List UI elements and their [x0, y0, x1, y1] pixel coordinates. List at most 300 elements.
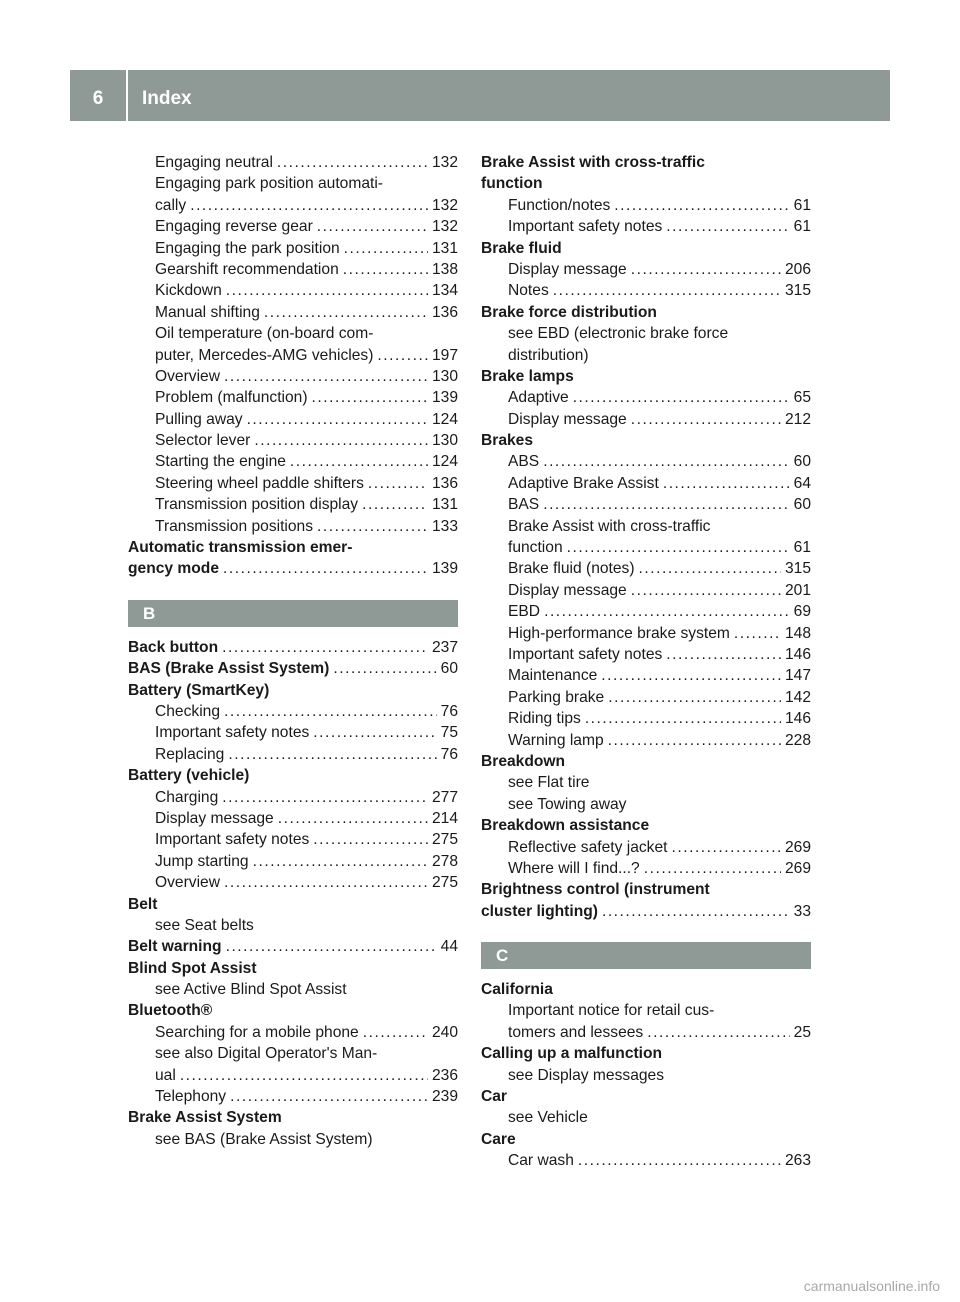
page-number: 6 [92, 88, 104, 109]
index-entry [128, 722, 458, 743]
index-entry [128, 851, 458, 872]
index-entry-page[interactable]: 138 [431, 260, 458, 278]
index-entry [128, 387, 458, 408]
index-entry-page[interactable]: 263 [784, 1152, 811, 1170]
index-entry-page[interactable]: 206 [784, 260, 811, 278]
index-entry-page[interactable]: 214 [431, 809, 458, 827]
index-entry-text: Important safety notes [508, 645, 663, 663]
index-entry [128, 323, 458, 344]
index-entry-text: Display message [508, 260, 627, 278]
index-entry-text: distribution) [508, 346, 589, 364]
index-entry-text: see Towing away [508, 795, 627, 813]
index-entry-page[interactable]: 131 [431, 239, 458, 257]
index-entry [481, 601, 811, 622]
dot-leader [312, 387, 428, 408]
index-entry [128, 680, 458, 701]
index-entry-text: Calling up a malfunction [481, 1045, 663, 1063]
index-entry-text: Belt warning [128, 938, 222, 956]
index-entry-text: cally [155, 196, 187, 214]
index-entry-text: Battery (SmartKey) [128, 681, 270, 699]
index-entry-text: Display message [508, 410, 627, 428]
dot-leader [180, 1065, 428, 1086]
index-entry-page[interactable]: 240 [431, 1023, 458, 1041]
index-entry-text: Checking [155, 702, 221, 720]
index-entry [128, 537, 458, 558]
dot-leader [264, 302, 428, 323]
index-entry [481, 1150, 811, 1171]
index-entry [481, 1043, 811, 1064]
index-entry-text: Important safety notes [508, 218, 663, 236]
index-entry-text: Parking brake [508, 688, 605, 706]
index-entry-text: cluster lighting) [481, 902, 598, 920]
index-entry [128, 808, 458, 829]
header-divider [126, 70, 128, 121]
index-entry-text: Gearshift recommendation [155, 260, 339, 278]
index-list [128, 152, 458, 580]
index-entry-page[interactable]: 148 [784, 624, 811, 642]
index-entry-text: Overview [155, 367, 220, 385]
index-entry-text: Overview [155, 874, 220, 892]
dot-leader [368, 473, 428, 494]
index-entry-text: EBD [508, 603, 541, 621]
index-entry [128, 1043, 458, 1064]
index-entry-page[interactable]: 134 [431, 282, 458, 300]
index-entry-text: Notes [508, 282, 549, 300]
index-entry-page[interactable]: 315 [784, 560, 811, 578]
index-entry-page[interactable]: 239 [431, 1088, 458, 1106]
dot-leader [277, 152, 428, 173]
index-entry-page[interactable]: 60 [793, 453, 811, 471]
index-entry [481, 345, 811, 366]
index-entry-text: Problem (malfunction) [155, 389, 308, 407]
section-header-b: B [128, 600, 458, 627]
dot-leader [614, 195, 789, 216]
index-entry-text: Maintenance [508, 667, 598, 685]
index-entry [128, 430, 458, 451]
index-entry [481, 1000, 811, 1021]
section-header-c: C [481, 942, 811, 969]
index-entry [481, 1107, 811, 1128]
index-entry [128, 195, 458, 216]
index-entry-page[interactable]: 61 [793, 539, 811, 557]
dot-leader [377, 345, 428, 366]
index-entry-page[interactable]: 236 [431, 1066, 458, 1084]
dot-leader [228, 744, 436, 765]
index-entry [128, 1000, 458, 1021]
index-column-left [128, 152, 458, 1150]
index-entry [128, 345, 458, 366]
index-entry [481, 687, 811, 708]
index-entry-page[interactable]: 44 [440, 938, 458, 956]
index-entry-page[interactable]: 139 [431, 389, 458, 407]
index-entry [481, 387, 811, 408]
index-entry-text: see Display messages [508, 1066, 665, 1084]
index-entry-page[interactable]: 132 [431, 154, 458, 171]
index-entry [128, 1129, 458, 1150]
index-entry [128, 152, 458, 173]
index-entry-text: function [481, 175, 543, 193]
dot-leader [278, 808, 428, 829]
dot-leader [190, 195, 428, 216]
dot-leader [602, 901, 790, 922]
index-entry [128, 302, 458, 323]
index-entry-text: Automatic transmission emer- [128, 539, 353, 557]
index-entry-page[interactable]: 61 [793, 196, 811, 214]
index-entry [481, 623, 811, 644]
index-entry-page[interactable]: 201 [784, 581, 811, 599]
index-entry [481, 152, 811, 173]
index-entry-text: Engaging reverse gear [155, 218, 313, 236]
index-entry [128, 701, 458, 722]
index-entry [481, 323, 811, 344]
index-entry-text: Car wash [508, 1152, 574, 1170]
index-entry [128, 216, 458, 237]
index-entry-page[interactable]: 132 [431, 196, 458, 214]
index-entry [128, 366, 458, 387]
index-entry-page[interactable]: 61 [793, 218, 811, 236]
index-entry [128, 558, 458, 579]
dot-leader [313, 722, 436, 743]
index-entry-page[interactable]: 146 [784, 645, 811, 663]
index-entry-text: Transmission position display [155, 496, 359, 514]
index-entry-page[interactable]: 69 [793, 603, 811, 621]
index-entry-page[interactable]: 136 [431, 303, 458, 321]
dot-leader [631, 409, 781, 430]
index-entry-text: Kickdown [155, 282, 222, 300]
index-entry [481, 580, 811, 601]
dot-leader [585, 708, 781, 729]
index-entry [128, 915, 458, 936]
index-entry [128, 872, 458, 893]
index-entry-page[interactable]: 124 [431, 410, 458, 428]
index-entry [481, 794, 811, 815]
index-entry [128, 744, 458, 765]
index-entry-page[interactable]: 75 [440, 724, 458, 742]
dot-leader [553, 280, 781, 301]
dot-leader [608, 730, 781, 751]
index-entry [481, 1022, 811, 1043]
index-entry-text: Display message [155, 809, 274, 827]
index-entry-text: Starting the engine [155, 453, 286, 471]
index-entry-page[interactable]: 275 [431, 831, 458, 849]
index-entry-page[interactable]: 269 [784, 859, 811, 877]
index-list [481, 979, 811, 1172]
index-entry [481, 708, 811, 729]
index-entry-text: Engaging park position automati- [155, 175, 383, 193]
index-entry-text: Brake lamps [481, 367, 574, 385]
index-entry-text: Reflective safety jacket [508, 838, 668, 856]
dot-leader [578, 1150, 781, 1171]
index-entry-text: Care [481, 1130, 516, 1148]
index-entry [481, 772, 811, 793]
index-entry-page[interactable]: 64 [793, 474, 811, 492]
dot-leader [343, 259, 428, 280]
dot-leader [313, 829, 428, 850]
index-entry [128, 409, 458, 430]
index-entry-text: Replacing [155, 745, 225, 763]
index-entry-text: puter, Mercedes-AMG vehicles) [155, 346, 374, 364]
index-entry-text: Breakdown [481, 752, 566, 770]
dot-leader [223, 558, 428, 579]
index-entry-text: Selector lever [155, 432, 251, 450]
dot-leader [247, 409, 428, 430]
index-entry-text: Brake Assist with cross-traffic [481, 154, 705, 171]
index-entry-text: High-performance brake system [508, 624, 730, 642]
index-entry-page[interactable]: 33 [793, 902, 811, 920]
index-entry-text: Important safety notes [155, 724, 310, 742]
index-entry-page[interactable]: 60 [793, 496, 811, 514]
index-entry-text: Back button [128, 638, 219, 656]
index-entry-text: Brake Assist System [128, 1109, 282, 1127]
dot-leader [344, 238, 428, 259]
index-entry [481, 879, 811, 900]
index-entry-page[interactable]: 139 [431, 560, 458, 578]
dot-leader [734, 623, 781, 644]
index-entry-page[interactable]: 130 [431, 432, 458, 450]
index-entry-page[interactable]: 275 [431, 874, 458, 892]
index-entry-page[interactable]: 131 [431, 496, 458, 514]
index-entry-text: Important notice for retail cus- [508, 1002, 715, 1020]
watermark: carmanualsonline.info [803, 1278, 940, 1294]
index-entry [481, 451, 811, 472]
index-entry [481, 558, 811, 579]
index-entry [481, 409, 811, 430]
index-entry [128, 473, 458, 494]
index-entry-text: see Vehicle [508, 1109, 588, 1127]
index-entry-text: gency mode [128, 560, 219, 578]
index-entry-text: see Active Blind Spot Assist [155, 981, 347, 999]
index-entry-page[interactable]: 76 [440, 702, 458, 720]
index-entry-page[interactable]: 130 [431, 367, 458, 385]
dot-leader [253, 851, 428, 872]
index-entry [481, 195, 811, 216]
index-entry-page[interactable]: 315 [784, 282, 811, 300]
index-entry-text: see BAS (Brake Assist System) [155, 1130, 373, 1148]
index-entry-page[interactable]: 136 [431, 474, 458, 492]
index-entry-text: Charging [155, 788, 219, 806]
index-entry [128, 829, 458, 850]
index-entry [128, 1022, 458, 1043]
dot-leader [290, 451, 428, 472]
index-entry-text: Breakdown assistance [481, 817, 650, 835]
index-entry [481, 537, 811, 558]
index-entry-page[interactable]: 124 [431, 453, 458, 471]
dot-leader [224, 872, 428, 893]
index-entry-text: function [508, 539, 563, 557]
index-entry [481, 259, 811, 280]
index-entry [128, 494, 458, 515]
index-entry-page[interactable]: 277 [431, 788, 458, 806]
index-entry [481, 473, 811, 494]
index-entry-text: California [481, 981, 553, 999]
dot-leader [608, 687, 781, 708]
index-entry [128, 894, 458, 915]
dot-leader [647, 1022, 789, 1043]
index-entry-text: Brakes [481, 432, 534, 450]
index-entry [128, 958, 458, 979]
index-entry-text: Blind Spot Assist [128, 959, 257, 977]
index-entry-text: Function/notes [508, 196, 611, 214]
index-entry [481, 430, 811, 451]
index-entry [481, 1065, 811, 1086]
dot-leader [333, 658, 436, 679]
index-entry [128, 259, 458, 280]
dot-leader [631, 580, 781, 601]
dot-leader [567, 537, 790, 558]
dot-leader [631, 259, 781, 280]
index-entry [481, 280, 811, 301]
index-entry-page[interactable]: 60 [440, 660, 458, 678]
index-entry [481, 644, 811, 665]
index-entry [128, 1086, 458, 1107]
index-entry-page[interactable]: 269 [784, 838, 811, 856]
index-entry [481, 815, 811, 836]
index-entry [481, 173, 811, 194]
index-entry [481, 1129, 811, 1150]
dot-leader [666, 644, 781, 665]
index-entry-page[interactable]: 142 [784, 688, 811, 706]
dot-leader [222, 787, 428, 808]
dot-leader [663, 473, 790, 494]
dot-leader [644, 858, 781, 879]
index-entry-text: Engaging the park position [155, 239, 340, 257]
index-entry [128, 979, 458, 1000]
dot-leader [224, 366, 428, 387]
index-entry [128, 1107, 458, 1128]
index-entry-page[interactable]: 228 [784, 731, 811, 749]
index-entry-text: Warning lamp [508, 731, 604, 749]
index-entry [481, 516, 811, 537]
index-entry-text: Adaptive Brake Assist [508, 474, 659, 492]
index-entry-text: BAS [508, 496, 540, 514]
index-entry [481, 665, 811, 686]
dot-leader [543, 494, 789, 515]
index-entry-text: Manual shifting [155, 303, 260, 321]
index-entry-text: ABS [508, 453, 540, 471]
index-entry [481, 302, 811, 323]
index-list [481, 152, 811, 922]
dot-leader [639, 558, 781, 579]
index-entry [481, 366, 811, 387]
index-entry [481, 730, 811, 751]
index-entry [481, 901, 811, 922]
index-entry [481, 858, 811, 879]
index-entry [128, 936, 458, 957]
dot-leader [224, 701, 437, 722]
page-header [70, 70, 890, 121]
dot-leader [226, 280, 428, 301]
index-entry [481, 751, 811, 772]
index-entry [128, 658, 458, 679]
index-entry-text: Transmission positions [155, 517, 314, 535]
index-entry-text: Oil temperature (on-board com- [155, 325, 374, 343]
index-entry-text: Brake fluid (notes) [508, 560, 635, 578]
index-entry-text: Pulling away [155, 410, 243, 428]
index-entry [128, 516, 458, 537]
index-entry [481, 979, 811, 1000]
index-entry-text: Brake fluid [481, 239, 562, 257]
index-entry [128, 451, 458, 472]
index-entry [128, 280, 458, 301]
index-entry-text: see EBD (electronic brake force [508, 325, 729, 343]
index-entry-text: Searching for a mobile phone [155, 1023, 359, 1041]
index-entry [128, 238, 458, 259]
dot-leader [362, 494, 428, 515]
index-entry [481, 238, 811, 259]
index-entry-text: BAS (Brake Assist System) [128, 660, 330, 678]
index-entry [128, 173, 458, 194]
index-entry [481, 216, 811, 237]
index-entry-text: Adaptive [508, 389, 569, 407]
index-entry-text: Jump starting [155, 852, 249, 870]
index-entry-text: Where will I find...? [508, 859, 640, 877]
index-entry-page[interactable]: 25 [793, 1023, 811, 1041]
index-entry-page[interactable]: 132 [431, 218, 458, 236]
index-entry [128, 787, 458, 808]
index-entry-text: ual [155, 1066, 176, 1084]
dot-leader [230, 1086, 428, 1107]
index-entry-page[interactable]: 237 [431, 638, 458, 656]
index-entry-text: Important safety notes [155, 831, 310, 849]
dot-leader [601, 665, 781, 686]
dot-leader [317, 516, 428, 537]
index-entry-page[interactable]: 147 [784, 667, 811, 685]
index-entry-text: see Flat tire [508, 774, 590, 792]
index-entry-page[interactable]: 133 [431, 517, 458, 535]
index-entry-text: see also Digital Operator's Man- [155, 1045, 378, 1063]
index-entry-text: Brightness control (instrument [481, 881, 710, 899]
dot-leader [666, 216, 789, 237]
index-entry-text: Belt [128, 895, 158, 913]
index-entry-page[interactable]: 65 [793, 389, 811, 407]
dot-leader [254, 430, 428, 451]
index-entry-text: Car [481, 1088, 508, 1106]
index-entry-text: Display message [508, 581, 627, 599]
index-entry-text: Steering wheel paddle shifters [155, 474, 364, 492]
index-entry-page[interactable]: 278 [431, 852, 458, 870]
index-entry-text: see Seat belts [155, 916, 254, 934]
index-entry-page[interactable]: 197 [431, 346, 458, 364]
index-entry-text: Telephony [155, 1088, 227, 1106]
index-entry-text: Engaging neutral [155, 154, 273, 171]
dot-leader [573, 387, 790, 408]
index-entry-page[interactable]: 212 [784, 410, 811, 428]
dot-leader [543, 451, 789, 472]
dot-leader [544, 601, 790, 622]
dot-leader [317, 216, 428, 237]
dot-leader [363, 1022, 428, 1043]
page-title: Index [142, 88, 192, 109]
index-entry [481, 494, 811, 515]
index-entry-text: Riding tips [508, 710, 581, 728]
dot-leader [671, 837, 780, 858]
index-entry [481, 837, 811, 858]
index-list [128, 637, 458, 1150]
dot-leader [222, 637, 428, 658]
index-entry [128, 637, 458, 658]
index-entry-text: Bluetooth® [128, 1002, 213, 1020]
index-entry-text: Brake force distribution [481, 303, 657, 321]
index-column-right [481, 152, 811, 1172]
index-entry-page[interactable]: 76 [440, 745, 458, 763]
index-entry-page[interactable]: 146 [784, 710, 811, 728]
index-entry-text: Battery (vehicle) [128, 767, 250, 785]
dot-leader [226, 936, 437, 957]
index-entry-text: Brake Assist with cross-traffic [508, 517, 711, 535]
index-entry [128, 765, 458, 786]
index-entry [481, 1086, 811, 1107]
index-entry-text: tomers and lessees [508, 1023, 644, 1041]
